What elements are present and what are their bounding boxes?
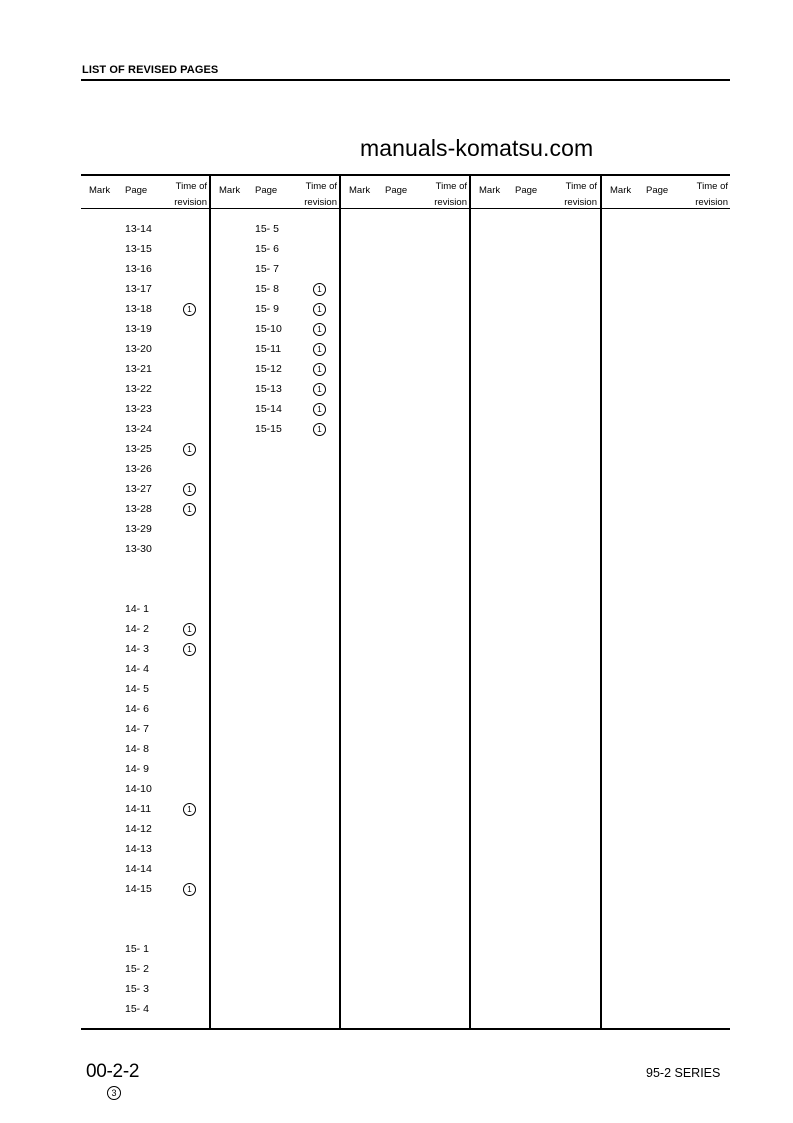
table-row [81, 619, 209, 639]
table-row [81, 759, 209, 779]
revision-mark-icon: 1 [183, 643, 196, 656]
page-number-cell: 15- 2 [125, 963, 149, 975]
page-number-cell: 13-24 [125, 423, 152, 435]
table-row [81, 939, 209, 959]
table-top-rule [81, 174, 730, 176]
table-row [81, 239, 209, 259]
page-number-cell: 14- 8 [125, 743, 149, 755]
table-row [81, 779, 209, 799]
page-number-cell: 14- 1 [125, 603, 149, 615]
page-number-cell: 13-18 [125, 303, 152, 315]
column-header-time-line2: revision [174, 197, 207, 208]
column-header-time-of-revision [427, 179, 467, 211]
revision-column-group [341, 219, 469, 1019]
page-number-cell: 14-12 [125, 823, 152, 835]
table-row [81, 919, 209, 939]
page-number-cell: 13-30 [125, 543, 152, 555]
revision-mark-icon: 1 [183, 623, 196, 636]
page-number-cell: 14-10 [125, 783, 152, 795]
page-number-cell: 15- 4 [125, 1003, 149, 1015]
page-number-cell: 13-25 [125, 443, 152, 455]
table-row [81, 559, 209, 579]
table-row [211, 419, 339, 439]
column-header-time-line1: Time of [435, 181, 467, 192]
table-row [81, 799, 209, 819]
revision-mark-icon: 1 [183, 483, 196, 496]
table-row [81, 599, 209, 619]
table-row [81, 719, 209, 739]
table-row [81, 899, 209, 919]
table-row [211, 259, 339, 279]
page-number-cell: 15- 5 [255, 223, 279, 235]
page-revision-badge: 3 [107, 1086, 121, 1100]
column-header-page: Page [125, 185, 148, 196]
series-label: 95-2 SERIES [646, 1066, 721, 1080]
column-header-time-line2: revision [304, 197, 337, 208]
table-row [81, 439, 209, 459]
column-header-time-line1: Time of [175, 181, 207, 192]
revision-mark-icon: 1 [183, 303, 196, 316]
revision-column-group [81, 219, 209, 1019]
revision-mark-icon: 1 [313, 343, 326, 356]
revision-column-group [602, 219, 730, 1019]
page-number-cell: 13-15 [125, 243, 152, 255]
page-number-cell: 13-23 [125, 403, 152, 415]
page-number-cell: 13-27 [125, 483, 152, 495]
page-number-cell: 14- 6 [125, 703, 149, 715]
page-number-cell: 15- 8 [255, 283, 279, 295]
revision-mark-icon: 1 [183, 503, 196, 516]
header-rule [81, 79, 730, 81]
column-header-mark: Mark [479, 185, 501, 196]
column-header-time-line1: Time of [696, 181, 728, 192]
table-bottom-rule [81, 1028, 730, 1030]
table-row [81, 739, 209, 759]
page-number-cell: 13-17 [125, 283, 152, 295]
table-row [81, 639, 209, 659]
table-row [211, 399, 339, 419]
revision-mark-icon: 1 [183, 883, 196, 896]
table-row [81, 339, 209, 359]
watermark-text: manuals-komatsu.com [360, 135, 594, 161]
page-number-cell: 14- 3 [125, 643, 149, 655]
revision-mark-icon: 1 [313, 303, 326, 316]
page-number-cell: 13-21 [125, 363, 152, 375]
column-header-time-line1: Time of [305, 181, 337, 192]
page-number-cell: 13-28 [125, 503, 152, 515]
revision-mark-icon: 1 [183, 803, 196, 816]
column-header-page: Page [515, 185, 538, 196]
revision-mark-icon: 1 [183, 443, 196, 456]
section-title: LIST OF REVISED PAGES [82, 64, 219, 76]
table-row [81, 519, 209, 539]
revision-column-group [471, 219, 599, 1019]
column-header-time-of-revision [688, 179, 728, 211]
table-row [81, 319, 209, 339]
page-number-cell: 14-13 [125, 843, 152, 855]
table-row [81, 579, 209, 599]
page-number-cell: 13-20 [125, 343, 152, 355]
table-row [211, 319, 339, 339]
table-row [81, 879, 209, 899]
revision-mark-icon: 1 [313, 383, 326, 396]
page-number-cell: 15- 3 [125, 983, 149, 995]
table-row [81, 819, 209, 839]
page-number-cell: 15- 7 [255, 263, 279, 275]
table-row [211, 219, 339, 239]
page-number-cell: 13-29 [125, 523, 152, 535]
table-row [81, 359, 209, 379]
table-row [81, 499, 209, 519]
page-number-cell: 13-16 [125, 263, 152, 275]
page-number-cell: 15-15 [255, 423, 282, 435]
revision-mark-icon: 1 [313, 323, 326, 336]
revision-mark-icon: 1 [313, 403, 326, 416]
column-header-time-of-revision [297, 179, 337, 211]
column-header-mark: Mark [349, 185, 371, 196]
table-row [81, 979, 209, 999]
table-row [81, 459, 209, 479]
page-number-cell: 14-14 [125, 863, 152, 875]
column-header-mark: Mark [219, 185, 241, 196]
table-row [211, 379, 339, 399]
page-number-cell: 14- 5 [125, 683, 149, 695]
page-number-cell: 15- 1 [125, 943, 149, 955]
table-row [81, 259, 209, 279]
table-row [81, 379, 209, 399]
page-number-cell: 13-14 [125, 223, 152, 235]
table-row [81, 539, 209, 559]
page-number: 00-2-2 [86, 1061, 140, 1082]
revision-mark-icon: 1 [313, 423, 326, 436]
column-header-time-of-revision [167, 179, 207, 211]
column-header-time-line1: Time of [565, 181, 597, 192]
page-number-cell: 15-12 [255, 363, 282, 375]
page-number-cell: 15-10 [255, 323, 282, 335]
table-row [81, 959, 209, 979]
table-row [211, 339, 339, 359]
column-header-time-line2: revision [695, 197, 728, 208]
page-number-cell: 15- 6 [255, 243, 279, 255]
page-number-cell: 14- 4 [125, 663, 149, 675]
page-number-cell: 15-11 [255, 343, 282, 355]
page-number-cell: 15-14 [255, 403, 282, 415]
table-row [81, 279, 209, 299]
page-number-cell: 14-11 [125, 803, 152, 815]
page-number-cell: 14- 2 [125, 623, 149, 635]
column-header-time-line2: revision [434, 197, 467, 208]
page-number-cell: 14- 7 [125, 723, 149, 735]
table-row [211, 239, 339, 259]
table-row [211, 359, 339, 379]
table-row [81, 839, 209, 859]
table-row [81, 859, 209, 879]
table-row [81, 219, 209, 239]
column-header-page: Page [385, 185, 408, 196]
table-row [81, 999, 209, 1019]
page-number-cell: 13-19 [125, 323, 152, 335]
page-number-cell: 13-22 [125, 383, 152, 395]
table-row [211, 299, 339, 319]
revision-mark-icon: 1 [313, 363, 326, 376]
column-header-page: Page [646, 185, 669, 196]
revision-column-group [211, 219, 339, 1019]
column-header-time-of-revision [557, 179, 597, 211]
column-header-page: Page [255, 185, 278, 196]
page-number-cell: 15-13 [255, 383, 282, 395]
table-row [81, 399, 209, 419]
column-header-time-line2: revision [564, 197, 597, 208]
page-number-cell: 14- 9 [125, 763, 149, 775]
table-row [81, 419, 209, 439]
table-row [81, 679, 209, 699]
page-number-cell: 15- 9 [255, 303, 279, 315]
column-header-mark: Mark [89, 185, 111, 196]
column-header-mark: Mark [610, 185, 632, 196]
table-row [81, 659, 209, 679]
page-number-cell: 13-26 [125, 463, 152, 475]
revision-mark-icon: 1 [313, 283, 326, 296]
page-number-cell: 14-15 [125, 883, 152, 895]
table-row [81, 699, 209, 719]
table-row [81, 479, 209, 499]
table-row [81, 299, 209, 319]
table-row [211, 279, 339, 299]
